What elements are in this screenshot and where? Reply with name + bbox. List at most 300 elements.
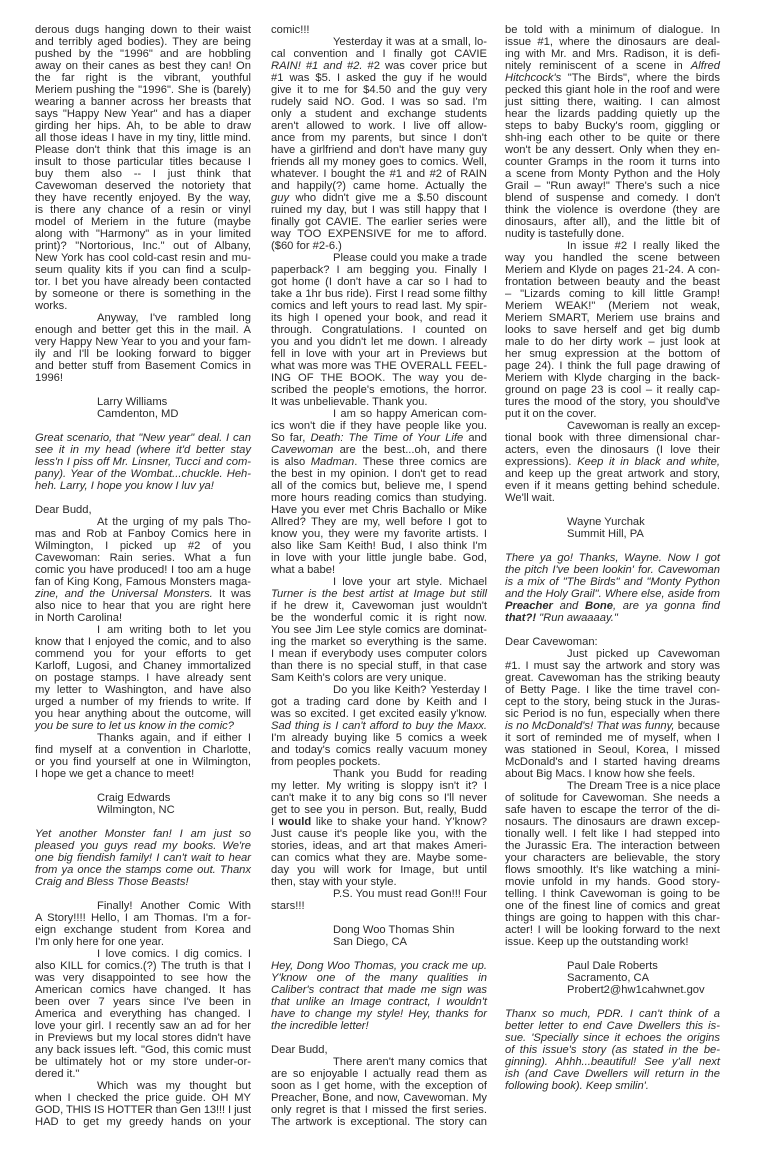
text-line: ING OF THE BOOK. The way you de-	[271, 372, 487, 384]
text-line: derous dugs hanging down to their waist	[35, 24, 251, 36]
text-line: HAD to get my greedy hands on your	[35, 1116, 251, 1128]
text-line: Thanks again, and if either I	[97, 732, 251, 744]
letter-paragraph	[271, 576, 487, 684]
spacer	[35, 420, 251, 432]
text-line: of this issue's story (as stated in the be-	[505, 1044, 720, 1056]
text-line: see it in my head (where it'd better stay	[35, 444, 251, 456]
text-line: of Betty Page. I like the time travel con-	[505, 684, 720, 696]
text-line: page 24). I think the full page drawing of	[505, 360, 720, 372]
text-line: American comics have changed. It has	[35, 984, 251, 996]
text-line: Meriem pushing the "1996". She is (barely)	[35, 84, 251, 96]
text-line	[505, 60, 720, 72]
text-line: Caliber's contract that made me sign was	[271, 984, 487, 996]
editor-reply	[505, 1008, 720, 1092]
editor-reply	[271, 960, 487, 1032]
text-line: rudely said NO. God. I was so sad. I'm	[271, 96, 487, 108]
text-line: P.S. You must read Gon!!! Four	[333, 888, 488, 900]
text-line: ance from my parents, but since I don't	[271, 132, 487, 144]
italic-text: RAIN! #1 and #2.	[271, 60, 363, 72]
text-run: expressions).	[505, 456, 578, 468]
text-line: way TOO EXPENSIVE for me to afford.	[271, 228, 487, 240]
text-line: comics and left yours to read last. My spir-	[271, 300, 487, 312]
text-line: they have recently enjoyed. By the way,	[35, 192, 251, 204]
spacer	[271, 1032, 487, 1044]
text-line: Just cause it's people like you, with the	[271, 828, 487, 840]
text-line: great. Cavewoman has the striking beauty	[505, 672, 720, 684]
text-line: its high I opened your book, and read it	[271, 312, 487, 324]
spacer	[35, 780, 251, 792]
text-line: Yesterday it was at a small, lo-	[333, 36, 487, 48]
text-line: nudity is tastefully done.	[505, 228, 625, 240]
text-line: urged a number of my friends to write. If	[35, 696, 251, 708]
italic-text: Alfred	[690, 60, 720, 72]
text-line: girding her hips. Ah, to be able to draw	[35, 120, 251, 132]
text-line	[35, 588, 251, 600]
text-line: I love comics. I dig comics. I	[97, 948, 251, 960]
text-line: have to change my style! Hey, thanks for	[271, 1008, 487, 1020]
text-line: just sitting there, waiting. I can almost	[505, 96, 720, 108]
text-line: also KILL for comics.(?) The truth is that I	[35, 960, 251, 972]
text-line: get to see you in person. But, really, Budd	[271, 804, 487, 816]
text-line: the best in my opinion. I don't get to read	[271, 468, 487, 480]
text-line: love your girl. I recently saw an ad for her	[35, 1020, 251, 1032]
text-line: Larry Williams	[97, 396, 168, 408]
text-line: seum quality kits if you can find a sculp-	[35, 264, 251, 276]
editor-reply	[505, 552, 720, 624]
text-run: and	[463, 432, 487, 444]
spacer	[271, 912, 487, 924]
spacer	[271, 948, 487, 960]
text-line: fell in love with your art in Previews but	[271, 348, 487, 360]
letter-paragraph	[35, 948, 251, 1080]
text-line: take a 1hr bus ride). First I read some filthy	[271, 288, 487, 300]
text-line: A Story!!!! Hello, I am Thomas. I'm a for-	[35, 912, 251, 924]
text-line: print)? "Nortorious, Inc." out of Albany,	[35, 240, 251, 252]
text-line: in Previews but my local stores didn't have	[35, 1032, 251, 1044]
letter-paragraph	[35, 312, 251, 384]
text-line: and happily(?) came home. Actually the	[271, 180, 487, 192]
text-line: telling. I think Cavewoman is going to be	[505, 888, 720, 900]
text-line: dered it."	[35, 1068, 80, 1080]
text-line: Dear Cavewoman:	[505, 636, 598, 648]
text-line: finally got CAVIE. The earlier series were	[271, 216, 487, 228]
text-line: dinosaurs, after all), and the little bit of	[505, 216, 720, 228]
text-line: McDonald's and I started having dreams	[505, 756, 720, 768]
text-line: Meriem WEAK!" (Meriem not weak,	[505, 300, 720, 312]
text-line: aren't allowed to work. I live off allow-	[271, 120, 487, 132]
text-line: that unlike an Image contract, I wouldn't	[271, 996, 487, 1008]
text-line: then, stay with your style.	[271, 876, 397, 888]
text-line	[505, 456, 720, 468]
text-line	[271, 444, 487, 456]
text-line: comic you have produced! I too am a huge	[35, 564, 251, 576]
text-line: Thank you Budd for reading	[333, 768, 487, 780]
text-line: or you find yourself at one in Wilmington,	[35, 756, 251, 768]
text-line: Please could you make a trade	[333, 252, 487, 264]
text-line: Camdenton, MD	[97, 408, 179, 420]
text-line: Which was my thought but	[97, 1080, 251, 1092]
text-line: heh. Larry, I hope you know I luv ya!	[35, 480, 214, 492]
text-line: soon as I get home, with the exception of	[271, 1080, 487, 1092]
text-line: ($60 for #2-6.)	[271, 240, 342, 252]
text-line: Summit Hill, PA	[567, 528, 644, 540]
text-line	[271, 60, 487, 72]
letter-paragraph	[35, 516, 251, 624]
text-line: wearing a banner across her breasts that	[35, 96, 251, 108]
text-line: my letter. My writing is sloppy isn't it? I	[271, 780, 487, 792]
text-line: along with "Harmony" as in your limited	[35, 228, 251, 240]
text-line: 1996!	[35, 372, 63, 384]
text-line: Thanx so much, PDR. I can't think of a	[505, 1008, 720, 1020]
text-line: Karloff, Lugosi, and Chaney immortalized	[35, 660, 251, 672]
text-line: stories, ideas, and art that makes Ameri-	[271, 840, 487, 852]
text-line: Finally! Another Comic With	[97, 900, 251, 912]
editor-reply	[35, 432, 251, 492]
text-line: from ya once the stamps come out. Thanx	[35, 864, 251, 876]
text-line: frontation between beauty and the beast	[505, 276, 720, 288]
text-line: when I checked the price guide. OH MY	[35, 1092, 251, 1104]
text-line: was so excited. I get excited easily y'know.	[271, 708, 487, 720]
text-line: There aren't many comics that	[333, 1056, 487, 1068]
text-line: model of Meriem in the future (maybe	[35, 216, 251, 228]
text-line: the Jurassic Era. The interaction between	[505, 840, 720, 852]
text-line: Great scenario, that "New year" deal. I can	[35, 432, 251, 444]
text-line: a scene from Monty Python and the Holy	[505, 168, 720, 180]
letter-paragraph	[271, 888, 487, 912]
text-line: one of the finest line of comics and great	[505, 900, 720, 912]
text-run: nitely reminiscent of a scene in	[505, 60, 691, 72]
italic-text: guy	[271, 192, 290, 204]
text-line: blend of suspense and comedy. I don't	[505, 192, 720, 204]
text-line	[271, 720, 487, 732]
text-line: insult to those particular titles because I	[35, 156, 251, 168]
text-line: ily and I'll be looking forward to bigger	[35, 348, 251, 360]
text-line: think the violence is overdone (they are	[505, 204, 720, 216]
text-run: . These three comics are	[354, 456, 487, 468]
text-line	[505, 72, 720, 84]
text-line: ruined my day, but I was still happy that I	[271, 204, 487, 216]
salutation	[505, 636, 720, 648]
text-run: is also	[271, 456, 311, 468]
letter-paragraph	[35, 900, 251, 948]
letter-paragraph	[35, 1080, 251, 1128]
text-line: eign exchange student from Korea and	[35, 924, 251, 936]
text-line: The Dream Tree is a nice place	[567, 780, 721, 792]
letter-paragraph	[271, 252, 487, 408]
bold-text: that?!	[505, 612, 537, 624]
text-line: Just picked up Cavewoman	[567, 648, 720, 660]
text-line: Probert2@hw1cahwnet.gov	[567, 984, 705, 996]
letter-paragraph	[505, 648, 720, 780]
spacer	[505, 948, 720, 960]
text-line: counter Gramps in the room it turns into	[505, 156, 720, 168]
text-line: if he drew it, Cavewoman just wouldn't	[271, 600, 487, 612]
italic-text: Cavewoman	[271, 444, 334, 456]
text-line	[271, 192, 487, 204]
letter-paragraph	[271, 1056, 487, 1128]
text-run: because	[674, 720, 721, 732]
text-line: and the Holy Grail". Where else, aside from	[505, 588, 720, 600]
text-line: acter! I will be looking forward to the next	[505, 924, 720, 936]
text-line: Meriem and Klyde on pages 21-24. A con-	[505, 264, 720, 276]
text-line: Wilmington, NC	[97, 804, 175, 816]
text-line: movie unfold in my hands. Good story-	[505, 876, 720, 888]
text-line: The artwork is exceptional. The story can	[271, 1116, 487, 1128]
text-line	[505, 600, 720, 612]
text-line: Dear Budd,	[271, 1044, 328, 1056]
text-line: shh-ing each other to be quite or there	[505, 132, 720, 144]
text-line: flows smoothly. It's like watching a mini-	[505, 864, 720, 876]
spacer	[35, 888, 251, 900]
text-line	[271, 816, 487, 828]
text-line: Cavewoman deserved the notoriety that	[35, 180, 251, 192]
letter-paragraph	[271, 684, 487, 768]
text-line: comic!!!	[271, 24, 310, 36]
text-line: stars!!!	[271, 900, 305, 912]
letter-paragraph	[35, 24, 251, 312]
spacer	[35, 816, 251, 828]
text-line: any back issues left. "God, this comic must	[35, 1044, 251, 1056]
text-line: There ya go! Thanks, Wayne. Now I got	[505, 552, 720, 564]
text-line	[505, 720, 720, 732]
text-line: the incredible letter!	[271, 1020, 369, 1032]
text-line: only a student and exchange students	[271, 108, 487, 120]
spacer	[35, 384, 251, 396]
salutation	[35, 504, 251, 516]
letter-paragraph	[271, 768, 487, 888]
text-line: New York has cool cold-cast resin and mu-	[35, 252, 251, 264]
text-line: We'll wait.	[505, 492, 555, 504]
text-line: less'n I piss off Mr. Linsner, Tucci and com-	[35, 456, 251, 468]
text-run: are the best...oh, and there	[333, 444, 487, 456]
text-line: about Big Macs. I know how she feels.	[505, 768, 696, 780]
italic-text: Turner is the best artist at Image but still	[271, 588, 487, 600]
text-line: and keep up the great artwork and story,	[505, 468, 720, 480]
text-line: issue #1, where the dinosaurs are deal-	[505, 36, 720, 48]
text-line: all those ideas I have in my tiny, little mind.	[35, 132, 251, 144]
text-line: Have you ever met Chris Bachallo or Mike	[271, 504, 487, 516]
text-run: "The Birds", where the birds	[561, 72, 720, 84]
text-line: friends all my money goes to comics. Well,	[271, 156, 487, 168]
letter-signature	[35, 396, 251, 420]
letter-paragraph	[505, 420, 720, 504]
text-line: are so enjoyable I actually read them as	[271, 1068, 487, 1080]
text-line: #1 was $5. I asked the guy if he would	[271, 72, 487, 84]
text-line: can't make it to any big cons so I'll never	[271, 792, 487, 804]
text-line: put it on the cover.	[505, 408, 597, 420]
text-line: ing the market so everything is the same.	[271, 636, 487, 648]
letter-signature	[505, 960, 720, 996]
text-line: buy them also -- I just think that	[35, 168, 251, 180]
text-line: more hours reading comics than studying.	[271, 492, 487, 504]
text-run: I	[271, 816, 279, 828]
italic-text: is no McDonald's! That was funny,	[505, 720, 675, 732]
text-line: sic Period is no fun, especially when there	[505, 708, 720, 720]
text-line: hear the lizards padding quietly up the	[505, 108, 720, 120]
letter-paragraph	[505, 240, 720, 420]
text-run: #2 was cover price but	[362, 60, 487, 72]
text-line: way you handled the scene between	[505, 252, 720, 264]
text-line: Please don't think that this image is an	[35, 144, 251, 156]
text-line: I hope we get a chance to meet!	[35, 768, 195, 780]
italic-text: Keep it in black and white,	[577, 456, 720, 468]
text-line: I love your art style. Michael	[333, 576, 487, 588]
letter-paragraph	[505, 780, 720, 948]
text-line: be ultimately hot or my store under-or-	[35, 1056, 251, 1068]
text-line: nosaurs. The dinosaurs are drawn excep-	[505, 816, 720, 828]
text-line: got a trading card done by Keith and I	[271, 696, 487, 708]
text-line: pushed by the "1996" and are hobbling	[35, 48, 251, 60]
text-line: steps to baby Bucky's room, giggling or	[505, 120, 720, 132]
spacer	[35, 492, 251, 504]
text-line: ics won't die if they have people like you.	[271, 420, 487, 432]
text-line: and better stuff from Basement Comics in	[35, 360, 251, 372]
text-line: was very disappointed to see how the	[35, 972, 251, 984]
spacer	[505, 624, 720, 636]
letter-signature	[271, 924, 487, 948]
text-line: one big fiendish family! I can't wait to hear	[35, 852, 251, 864]
text-line: I am writing both to let you	[97, 624, 251, 636]
text-line: San Diego, CA	[333, 936, 408, 948]
text-line: you and you didn't let me down. I already	[271, 336, 487, 348]
text-line: won't be any dessert. Only when they en-	[505, 144, 720, 156]
text-line: on postage stamps. I have already sent	[35, 672, 251, 684]
text-line: looks to save herself and get big dumb	[505, 324, 720, 336]
text-line: in North Carolina!	[35, 612, 123, 624]
italic-text: Sad thing is I can't afford to buy the Maxx.	[271, 720, 487, 732]
text-line: GOD, THIS IS HOTTER than Gen 13!!! I just	[35, 1104, 251, 1116]
text-line: Hey, Dong Woo Thomas, you crack me up.	[271, 960, 487, 972]
text-line: Wilmington, I picked up #2 of you	[35, 540, 251, 552]
text-line: be the wonderful comic it is right now.	[271, 612, 487, 624]
text-line: give it to me for $4.50 and the guy very	[271, 84, 487, 96]
text-line	[271, 588, 487, 600]
text-line: tor. I bet you have already been contacted	[35, 276, 251, 288]
text-line: says "Happy New Year" and has a diaper	[35, 108, 251, 120]
italic-text: Hitchcock's	[505, 72, 562, 84]
text-run: "Run awaaaay."	[536, 612, 618, 624]
text-line: Anyway, I've rambled long	[97, 312, 251, 324]
text-line: acters, even the dinosaurs (I love their	[505, 444, 720, 456]
text-line: cal convention and I finally got CAVIE	[271, 48, 487, 60]
text-line: have a girlfriend and don't have many guy	[271, 144, 487, 156]
letter-paragraph	[271, 24, 487, 36]
letters-column-3	[505, 24, 720, 1092]
text-line: from peoples pockets.	[271, 756, 381, 768]
text-line: I'm already buying like 5 comics a week	[271, 732, 487, 744]
spacer	[505, 996, 720, 1008]
text-line: in love with your little jungle babe. God,	[271, 552, 487, 564]
letter-paragraph	[271, 408, 487, 576]
text-line: cept to the story, being stuck in the Juras-	[505, 696, 720, 708]
italic-text: you be sure to let us know in the comic?	[35, 720, 234, 732]
text-line: and terribly aged bodies). They are being	[35, 36, 251, 48]
text-line: Preacher, Bone, and now, Cavewoman. My	[271, 1092, 487, 1104]
text-line: – "Lizards coming to kill little Gramp!	[505, 288, 720, 300]
text-line: ginning). Ahhh...beautiful! See y'all next	[505, 1056, 720, 1068]
text-line: away on their canes as best they can! On	[35, 60, 251, 72]
text-line: I mean if everybody uses computer colors	[271, 648, 487, 660]
text-line	[271, 456, 487, 468]
text-line: works.	[35, 300, 68, 312]
italic-text: Madman	[310, 456, 355, 468]
text-line: your characters are believable, the story	[505, 852, 720, 864]
text-run: So far,	[271, 432, 311, 444]
text-line: Y'know one of the many qualities in	[271, 972, 487, 984]
text-line: commend you for your efforts to get	[35, 648, 251, 660]
text-line: Craig and Bless Those Beasts!	[35, 876, 189, 888]
text-line: the far right is the vibrant, youthful	[35, 72, 251, 84]
text-line: what was more was THE OVERALL FEEL-	[271, 360, 487, 372]
text-line: my letter to Washington, and have also	[35, 684, 251, 696]
text-line	[505, 612, 720, 624]
text-line: than there is no special stuff, in that case	[271, 660, 487, 672]
letter-paragraph	[35, 732, 251, 780]
text-line: can comics what they are. Maybe some-	[271, 852, 487, 864]
text-line: be told with a minimum of dialogue. In	[505, 24, 720, 36]
editor-reply	[35, 828, 251, 888]
bold-text: Preacher	[505, 600, 553, 612]
text-line: Sam Keith's colors are very unique.	[271, 672, 447, 684]
text-line: tionally well. I felt like I had stepped into	[505, 828, 720, 840]
text-line: things are going to happen with this char-	[505, 912, 720, 924]
italic-text: zine, and the Universal Monsters.	[35, 588, 213, 600]
text-line: Cavewoman is really an excep-	[567, 420, 721, 432]
text-line: sue. 'Specially since it echoes the origins	[505, 1032, 720, 1044]
text-line: and today's comics really vacuum money	[271, 744, 487, 756]
text-line: you hear anything about the outcome, will	[35, 708, 251, 720]
text-line: You see Jim Lee style comics are dominat-	[271, 624, 487, 636]
letter-signature	[505, 516, 720, 540]
text-line: also like Sam Keith! Bud, I also think I'm	[271, 540, 487, 552]
letters-column-1	[35, 24, 251, 1128]
text-line: issue. Keep up the outstanding work!	[505, 936, 689, 948]
text-run: , are ya gonna find	[612, 600, 720, 612]
text-line: Yet another Monster fan! I am just so	[35, 828, 251, 840]
text-line: male to do her dirty work – just look at	[505, 336, 720, 348]
text-line: Dear Budd,	[35, 504, 92, 516]
text-run: who didn't give me a $.50 discount	[289, 192, 487, 204]
text-line: safe haven to escape the terror of the di-	[505, 804, 720, 816]
text-line: mas and Rob at Fanboy Comics here in	[35, 528, 251, 540]
text-line: ing with Mr. and Mrs. Radison, it is defi-	[505, 48, 720, 60]
text-line: At the urging of my pals Tho-	[97, 516, 251, 528]
text-line: the pitch I've been lookin' for. Cavewoman	[505, 564, 720, 576]
text-line: her smug expression at the bottom of	[505, 348, 720, 360]
bold-text: would	[278, 816, 312, 828]
text-line: Grail – "Run away!" There's such a nice	[505, 180, 720, 192]
bold-text: Bone	[584, 600, 613, 612]
text-line: scribed the people's emotions, the horror.	[271, 384, 487, 396]
text-line: very Happy New Year to you and your fam-	[35, 336, 251, 348]
text-line: Allred? They are my, well before I got to	[271, 516, 487, 528]
salutation	[271, 1044, 487, 1056]
text-line: Do you like Keith? Yesterday I	[333, 684, 487, 696]
text-run: like to shake your hand. Y'know?	[311, 816, 487, 828]
text-line: also nice to hear that you are right here	[35, 600, 251, 612]
text-line: got home (I don't have a car so I had to	[271, 276, 487, 288]
letter-paragraph	[271, 36, 487, 252]
text-line: is there any chance of a resin or vinyl	[35, 204, 251, 216]
letter-paragraph	[35, 624, 251, 732]
text-line: by someone or there is something in the	[35, 288, 251, 300]
text-line: only regret is that I missed the first series.	[271, 1104, 487, 1116]
text-line: Wayne Yurchak	[567, 516, 645, 528]
spacer	[505, 504, 720, 516]
text-line: ground on page 23 is cool – it really cap-	[505, 384, 720, 396]
italic-text: Death: The Time of Your Life	[310, 432, 464, 444]
letter-signature	[35, 792, 251, 816]
